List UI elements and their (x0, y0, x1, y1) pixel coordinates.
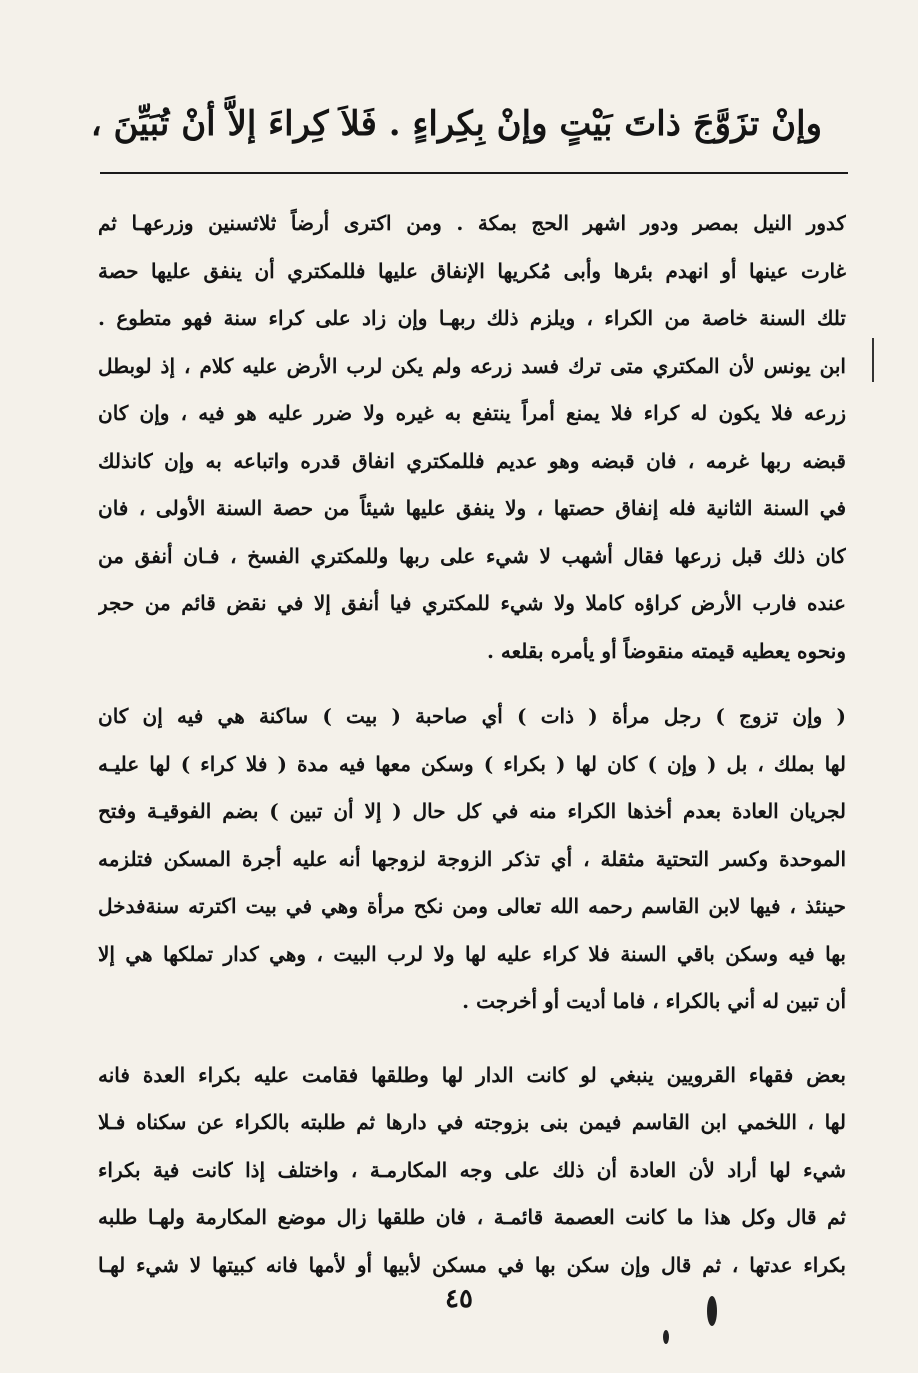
ink-blot (663, 1330, 669, 1344)
text-line: في السنة الثانية فله إنفاق حصتها ، ولا ينفق عليها شيئاً من حصة السنة الأولى ، فان (98, 496, 846, 520)
text-line: حينئذ ، فيها لابن القاسم رحمه الله تعالى ومن نكح مرأة وهي في بيت اكترته سنةفدخل (98, 894, 846, 918)
text-line: قبضه ربها غرمه ، فان قبضه وهو عديم فللمكتري انفاق قدره واتباعه به وإن كانذلك (98, 448, 846, 473)
text-line: لها بملك ، بل ( وإن ) كان لها ( بكراء ) وسكن معها فيه مدة ( فلا كراء ) لها عليـه (98, 751, 846, 776)
text-line: الموحدة وكسر التحتية مثقلة ، أي تذكر الزوجة لزوجها أنه عليه أجرة المسكن فتلزمه (98, 846, 846, 871)
text-line: ثم قال وكل هذا ما كانت العصمة قائمـة ، فان طلقها زال موضع المكارمة ولهـا طلبه (98, 1205, 846, 1229)
paragraph-3 (98, 1052, 846, 1290)
text-line: بها فيه وسكن باقي السنة فلا كراء عليه لها ولا لرب البيت ، وهي كدار تملكها هي إلا (98, 941, 846, 966)
page-number: ٤٥ (445, 1284, 473, 1314)
text-line: لها ، اللخمي ابن القاسم فيمن بنى بزوجته في دارها ثم طلبته بالكراء عن سكناه فـلا (98, 1110, 846, 1134)
text-line: ابن يونس لأن المكتري متى ترك فسد زرعه ولم يكن لرب الأرض عليه كلام ، إذ لوبطل (98, 353, 846, 378)
text-line: غارت عينها أو انهدم بئرها وأبى مُكريها الإنفاق عليها فللمكتري أن ينفق عليها حصة (98, 258, 846, 283)
text-line: أن تبين له أني بالكراء ، فاما أديت أو أخرجت . (462, 989, 846, 1013)
paragraph-1 (98, 200, 846, 675)
text-line: بعض فقهاء القرويين ينبغي لو كانت الدار لها وطلقها فقامت عليه بكراء العدة فانه (98, 1062, 846, 1087)
margin-mark (872, 338, 874, 382)
text-line: ونحوه يعطيه قيمته منقوضاً أو يأمره بقلعه . (487, 638, 846, 663)
verse-header: وإنْ تزَوَّجَ ذاتَ بَيْتٍ وإنْ بِكِراءٍ . فَلاَ كِراءَ إلاَّ أنْ تُبَيِّنَ ، (90, 104, 822, 144)
text-line: تلك السنة خاصة من الكراء ، ويلزم ذلك ربهـا وإن زاد على كراء سنة فهو متطوع . (98, 306, 846, 330)
header-divider (100, 172, 848, 174)
text-line: كان ذلك قبل زرعها فقال أشهب لا شيء على ربها وللمكتري الفسخ ، فـان أنفق من (98, 543, 846, 568)
text-line: شيء لها أراد لأن العادة أن ذلك على وجه المكارمـة ، واختلف إذا كانت فية بكراء (98, 1157, 846, 1182)
paragraph-2 (98, 693, 846, 1026)
text-line: ( وإن تزوج ) رجل مرأة ( ذات ) أي صاحبة ( بيت ) ساكنة هي فيه إن كان (98, 704, 846, 728)
text-line: عنده فارب الأرض كراؤه كاملا ولا شيء للمكتري فيا أنفق إلا في نقض قائم من حجر (98, 591, 846, 615)
text-line: زرعه فلا يكون له كراء فلا يمنع أمراً ينتفع به غيره ولا ضرر عليه هو فيه ، وإن كان (98, 401, 846, 425)
text-line: كدور النيل بمصر ودور اشهر الحج بمكة . ومن اكترى أرضاً ثلاثسنين وزرعهـا ثم (98, 211, 846, 235)
ink-blot (707, 1296, 717, 1326)
text-line: بكراء عدتها ، ثم قال وإن سكن بها في مسكن لأبيها أو لأمها فانه كبيتها لا شيء لهـا (98, 1252, 846, 1277)
commentary-body (98, 200, 846, 1289)
text-line: لجريان العادة بعدم أخذها الكراء منه في كل حال ( إلا أن تبين ) بضم الفوقيـة وفتح (98, 799, 846, 823)
